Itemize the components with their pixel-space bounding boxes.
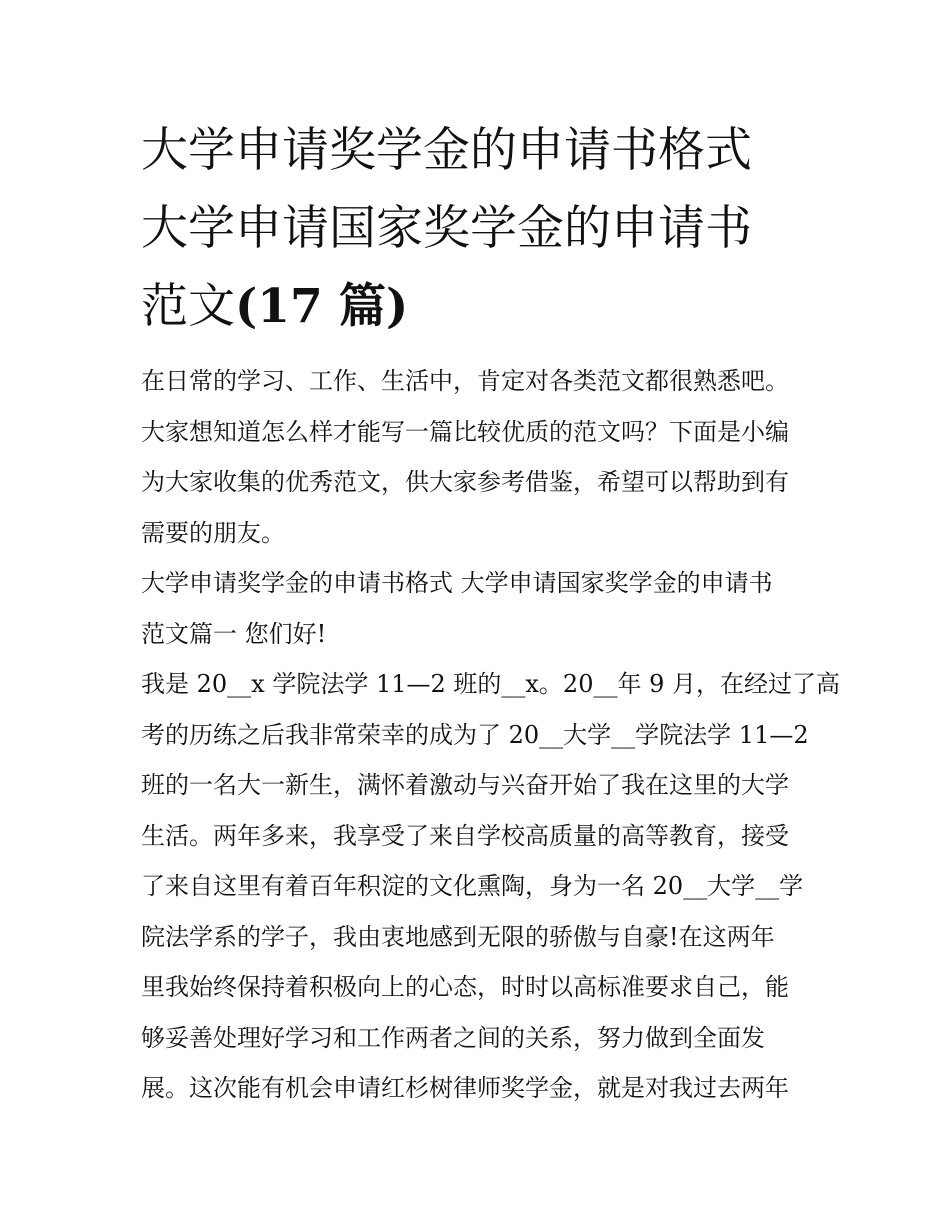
title-line-3-text: 范文 xyxy=(141,279,235,334)
document-page xyxy=(141,112,840,1114)
body-line: 了来自这里有着百年积淀的文化熏陶，身为一名 20__大学__学 xyxy=(141,872,804,900)
body-line: 考的历练之后我非常荣幸的成为了 20__大学__学院法学 11—2 xyxy=(141,720,809,749)
body-line: 展。这次能有机会申请红杉树律师奖学金，就是对我过去两年 xyxy=(141,1074,789,1102)
body-line: 大学申请奖学金的申请书格式 大学申请国家奖学金的申请书 xyxy=(141,569,773,597)
title-line-1: 大学申请奖学金的申请书格式 xyxy=(141,123,752,178)
body-line: 范文篇一 您们好! xyxy=(141,619,327,648)
body-line: 需要的朋友。 xyxy=(141,518,285,547)
body-line: 生活。两年多来，我享受了来自学校高质量的高等教育，接受 xyxy=(141,821,789,850)
title-line-2: 大学申请国家奖学金的申请书 xyxy=(141,201,752,256)
body-line: 里我始终保持着积极向上的心态，时时以高标准要求自己，能 xyxy=(141,973,789,1001)
body-line: 院法学系的学子，我由衷地感到无限的骄傲与自豪!在这两年 xyxy=(141,922,775,951)
body-line: 够妥善处理好学习和工作两者之间的关系，努力做到全面发 xyxy=(141,1023,765,1052)
title-count: (17 篇) xyxy=(235,279,409,334)
title-line-3 xyxy=(141,268,821,346)
body-line: 为大家收集的优秀范文，供大家参考借鉴，希望可以帮助到有 xyxy=(141,468,789,496)
document-body xyxy=(141,356,840,1114)
body-line: 班的一名大一新生，满怀着激动与兴奋开始了我在这里的大学 xyxy=(141,771,789,799)
body-line: 在日常的学习、工作、生活中，肯定对各类范文都很熟悉吧。 xyxy=(141,367,789,395)
body-line: 我是 20__x 学院法学 11—2 班的__x。20__年 9 月，在经过了高 xyxy=(141,670,840,698)
document-title xyxy=(141,112,821,346)
body-line: 大家想知道怎么样才能写一篇比较优质的范文吗？下面是小编 xyxy=(141,417,789,446)
